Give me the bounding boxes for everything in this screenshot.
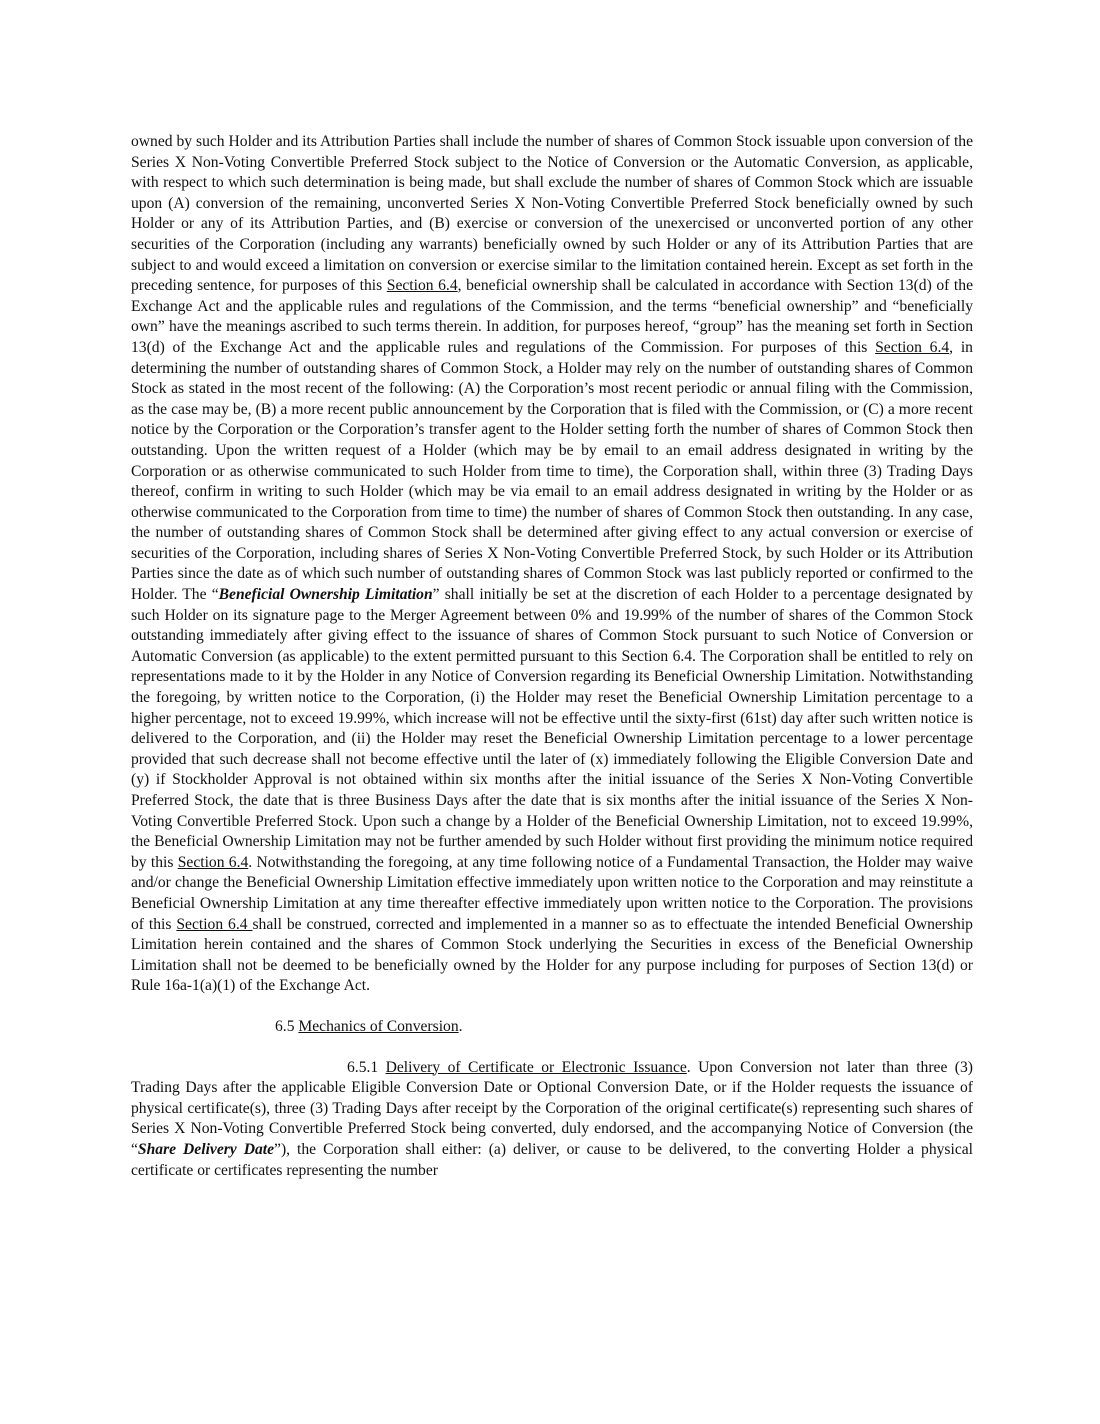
text-run: . Upon Conversion not later than three (3) Trading Days after the applicable Eligible Conversion Date or Optional Conversion Date, or if the Holder requests the issuance of physical certificate(s), three (3) Trading Days after receipt by the Corporation of the original certificate(s) representing such shares of Series X Non-Voting Convertible Preferred Stock being converted, duly endorsed, and the accompanying Notice of Conversion (the “ [131, 1058, 973, 1158]
section-title: Delivery of Certificate or Electronic Issuance [385, 1058, 687, 1076]
section-number: 6.5 [275, 1017, 299, 1035]
text-run: ”), the Corporation shall either: (a) deliver, or cause to be delivered, to the converting Holder a physical certificate or certificates representing the number [131, 1140, 974, 1179]
section-reference: Section 6.4 [875, 338, 950, 356]
paragraph-6-5-1 [131, 1058, 973, 1182]
text-run: , beneficial ownership shall be calculated in accordance with Section 13(d) of the Exchange Act and the applicable rules and regulations of the Commission, and the terms “beneficial ownership” and “beneficially own” have the meanings ascribed to such terms therein. In addition, for purposes hereof, “group” has the meaning set forth in Section 13(d) of the Exchange Act and the applicable rules and regulations of the Commission. For purposes of this [131, 277, 973, 356]
section-heading-6-5 [131, 1017, 973, 1038]
text-run: . Notwithstanding the foregoing, at any time following notice of a Fundamental Transaction, the Holder may waive and/or change the Beneficial Ownership Limitation effective immediately upon written notice to the Corporation and may reinstitute a Beneficial Ownership Limitation at any time thereafter effective immediately upon written notice to the Corporation. The provisions of this [131, 853, 974, 933]
text-run: , in determining the number of outstanding shares of Common Stock, a Holder may rely on the number of outstanding shares of Common Stock as stated in the most recent of the following: (A) the Corporation’s most recent periodic or annual filing with the Commission, as the case may be, (B) a more recent public announcement by the Corporation that is filed with the Commission, or (C) a more recent notice by the Corporation or the Corporation’s transfer agent to the Holder setting forth the number of shares of Common Stock then outstanding. Upon the written request of a Holder (which may be by email to an email address designated in writing by the Corporation or as otherwise communicated to such Holder from time to time), the Corporation shall, within three (3) Trading Days thereof, confirm in writing to such Holder (which may be via email to an email address designated in writing by the Holder or as otherwise communicated to the Corporation from time to time) the number of shares of Common Stock then outstanding. In any case, the number of outstanding shares of Common Stock shall be determined after giving effect to any actual conversion or exercise of securities of the Corporation, including shares of Series X Non-Voting Convertible Preferred Stock, by such Holder or its Attribution Parties since the date as of which such number of outstanding shares of Common Stock was last publicly reported or confirmed to the Holder. The “ [131, 338, 973, 604]
section-reference: Section 6.4 [176, 915, 253, 933]
text-run: shall be construed, corrected and implemented in a manner so as to effectuate the intended Beneficial Ownership Limitation herein contained and the shares of Common Stock underlying the Securities in excess of the Beneficial Ownership Limitation shall not be deemed to be beneficially owned by the Holder for any purpose including for purposes of Section 13(d) or Rule 16a-1(a)(1) of the Exchange Act. [131, 915, 973, 995]
section-reference: Section 6.4 [386, 277, 458, 295]
document-page [131, 132, 973, 1181]
text-run: . [458, 1017, 463, 1035]
defined-term: Beneficial Ownership Limitation [218, 586, 433, 604]
section-reference: Section 6.4 [177, 853, 249, 871]
text-run: ” shall initially be set at the discretion of each Holder to a percentage designated by such Holder on its signature page to the Merger Agreement between 0% and 19.99% of the number of shares of the Common Stock outstanding immediately after giving effect to the issuance of shares of Common Stock pursuant to such Notice of Conversion or Automatic Conversion (as applicable) to the extent permitted pursuant to this Section 6.4. The Corporation shall be entitled to rely on representations made to it by the Holder in any Notice of Conversion regarding its Beneficial Ownership Limitation. Notwithstanding the foregoing, by written notice to the Corporation, (i) the Holder may reset the Beneficial Ownership Limitation percentage to a higher percentage, not to exceed 19.99%, which increase will not be effective until the sixty-first (61st) day after such written notice is delivered to the Corporation, and (ii) the Holder may reset the Beneficial Ownership Limitation percentage to a lower percentage provided that such decrease shall not become effective until the later of (x) immediately following the Eligible Conversion Date and (y) if Stockholder Approval is not obtained within six months after the initial issuance of the Series X Non-Voting Convertible Preferred Stock, the date that is three Business Days after the date that is six months after the initial issuance of the Series X Non-Voting Convertible Preferred Stock. Upon such a change by a Holder of the Beneficial Ownership Limitation, not to exceed 19.99%, the Beneficial Ownership Limitation may not be further amended by such Holder without first providing the minimum notice required by this [131, 586, 973, 871]
section-number: 6.5.1 [347, 1058, 386, 1076]
paragraph-beneficial-ownership [131, 132, 973, 997]
section-title: Mechanics of Conversion [298, 1017, 459, 1035]
defined-term: Share Delivery Date [137, 1140, 275, 1158]
text-run: owned by such Holder and its Attribution Parties shall include the number of shares of Common Stock issuable upon conversion of the Series X Non-Voting Convertible Preferred Stock subject to the Notice of Conversion or the Automatic Conversion, as applicable, with respect to which such determination is being made, but shall exclude the number of shares of Common Stock which are issuable upon (A) conversion of the remaining, unconverted Series X Non-Voting Convertible Preferred Stock beneficially owned by such Holder or any of its Attribution Parties, and (B) exercise or conversion of the unexercised or unconverted portion of any other securities of the Corporation (including any warrants) beneficially owned by such Holder or any of its Attribution Parties that are subject to and would exceed a limitation on conversion or exercise similar to the limitation contained herein. Except as set forth in the preceding sentence, for purposes of this [131, 133, 973, 295]
